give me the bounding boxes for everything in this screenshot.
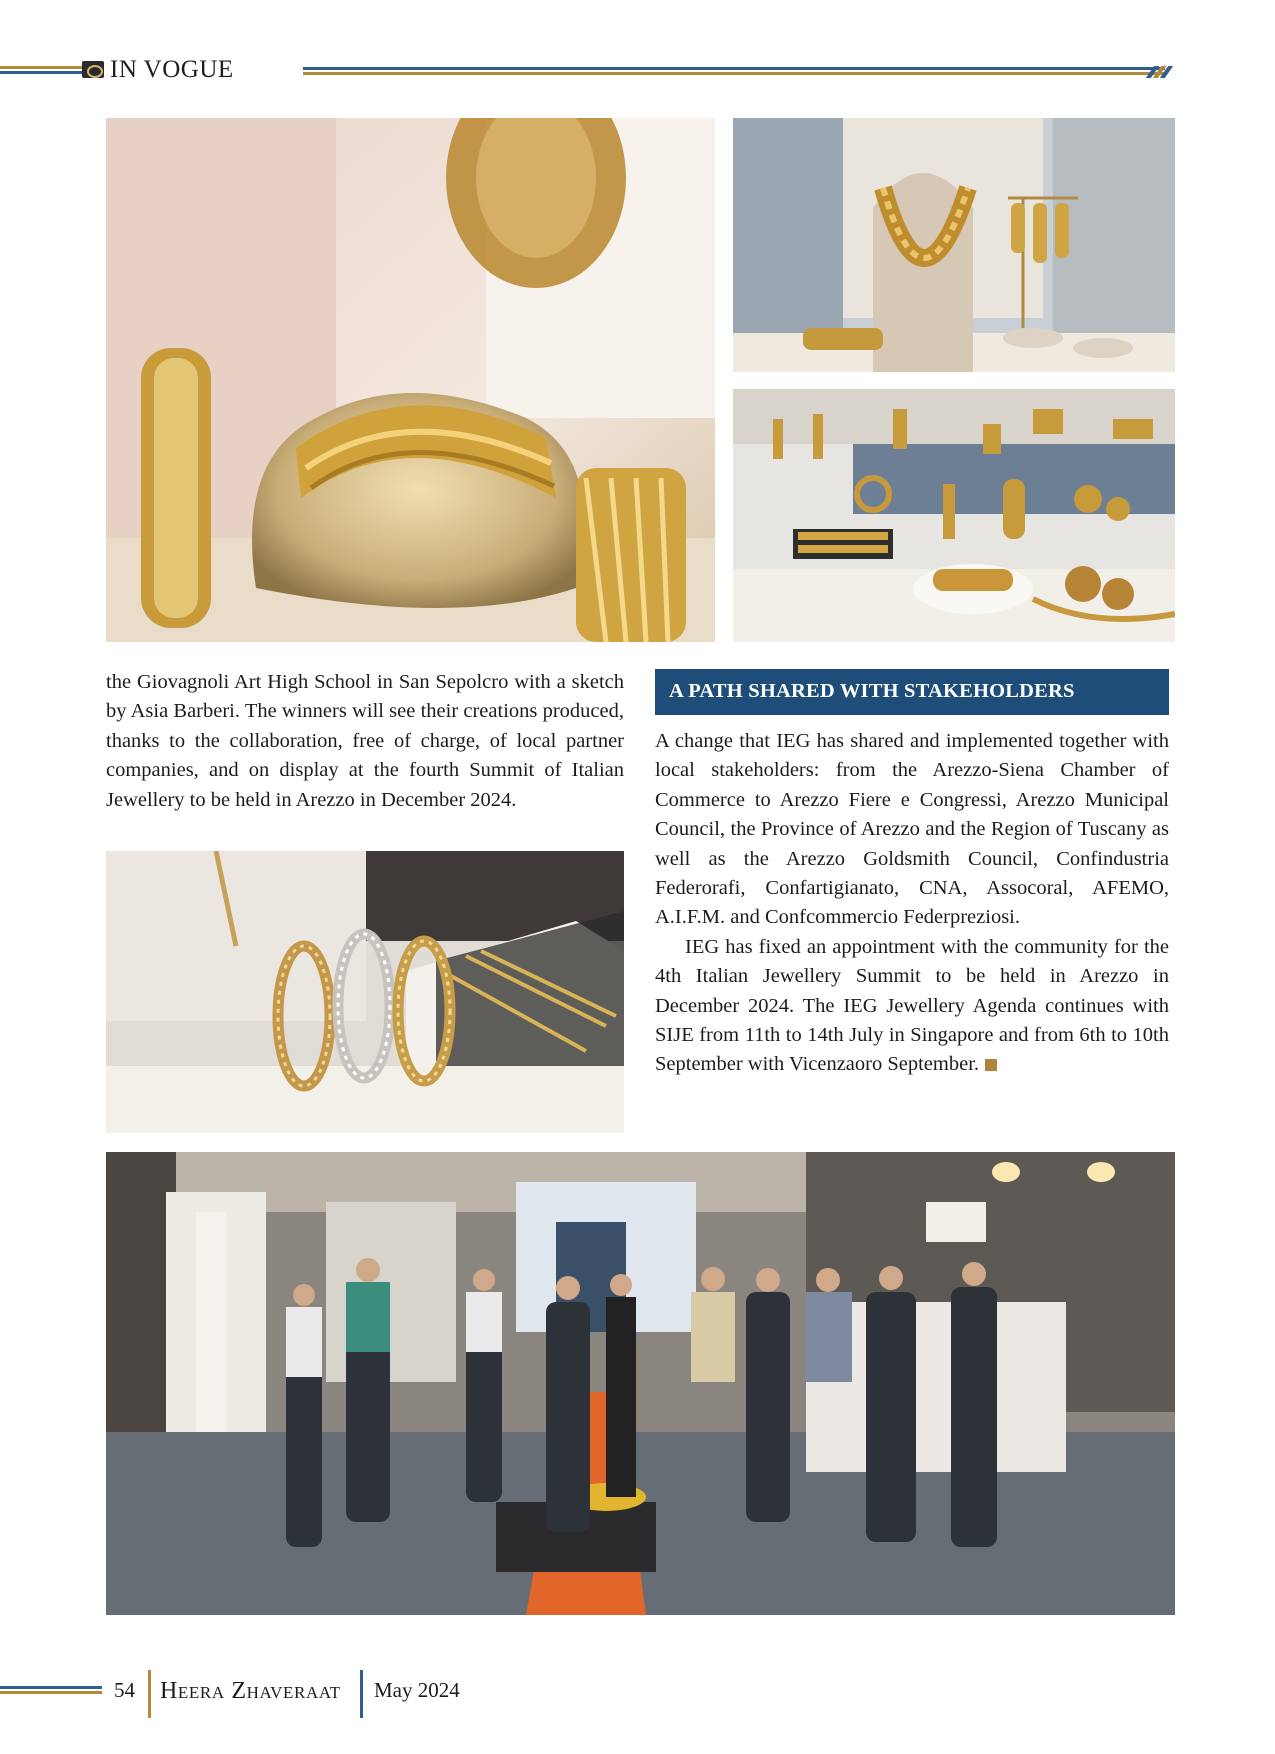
section-title: IN VOGUE bbox=[110, 56, 234, 83]
footer-divider bbox=[148, 1670, 151, 1718]
page-number: 54 bbox=[114, 1678, 135, 1702]
bangles-display-photo bbox=[106, 851, 624, 1133]
right-column-text bbox=[655, 727, 1169, 1080]
footer-divider bbox=[360, 1670, 363, 1718]
magazine-logo-icon bbox=[82, 61, 104, 78]
article-paragraph: A change that IEG has shared and implemented together with local stakeholders: from the Arezzo-Siena Chamber of Commerce to Arezzo Fiere e Congressi, Arezzo Municipal Council, the Province of Arezzo and the Region of Tuscany as well as the Arezzo Goldsmith Council, Confindustria Federorafi, Confartigianato, CNA, Assocoral, AFEMO, A.I.F.M. and Confcommercio Federpreziosi. bbox=[655, 730, 1169, 929]
end-of-article-icon bbox=[985, 1059, 997, 1071]
gold-bracelets-on-cushion-photo bbox=[106, 118, 715, 642]
article-paragraph-text: IEG has fixed an appointment with the community for the 4th Italian Jewellery Summit to be held in Arezzo in December 2024. The IEG Jewellery Agenda continues with SIJE from 11th to 14th July in Singapore and from 6th to 10th September with Vicenzaoro September. bbox=[655, 935, 1169, 1076]
magazine-name: Heera Zhaveraat bbox=[160, 1678, 341, 1704]
page-footer bbox=[0, 1668, 1275, 1724]
section-subheading: A PATH SHARED WITH STAKEHOLDERS bbox=[655, 669, 1169, 715]
article-paragraph: the Giovagnoli Art High School in San Sepolcro with a sketch by Asia Barberi. The winners will see their creations produced, thanks to the collaboration, free of charge, of local partner companies, and on display at the fourth Summit of Italian Jewellery to be held in Arezzo in December 2024. bbox=[106, 671, 624, 811]
header-rule-right bbox=[303, 67, 1165, 77]
exhibition-hall-visitors-photo bbox=[106, 1152, 1175, 1615]
gold-chain-necklace-display-photo bbox=[733, 118, 1175, 372]
page-header bbox=[0, 52, 1275, 88]
left-column-text bbox=[106, 668, 624, 815]
header-rule-end-icon bbox=[1148, 66, 1168, 78]
header-rule-left bbox=[0, 66, 82, 76]
footer-rule-left bbox=[0, 1686, 102, 1696]
jewellery-showcase-photo bbox=[733, 389, 1175, 642]
article-paragraph bbox=[655, 933, 1169, 1080]
issue-date: May 2024 bbox=[374, 1678, 460, 1702]
